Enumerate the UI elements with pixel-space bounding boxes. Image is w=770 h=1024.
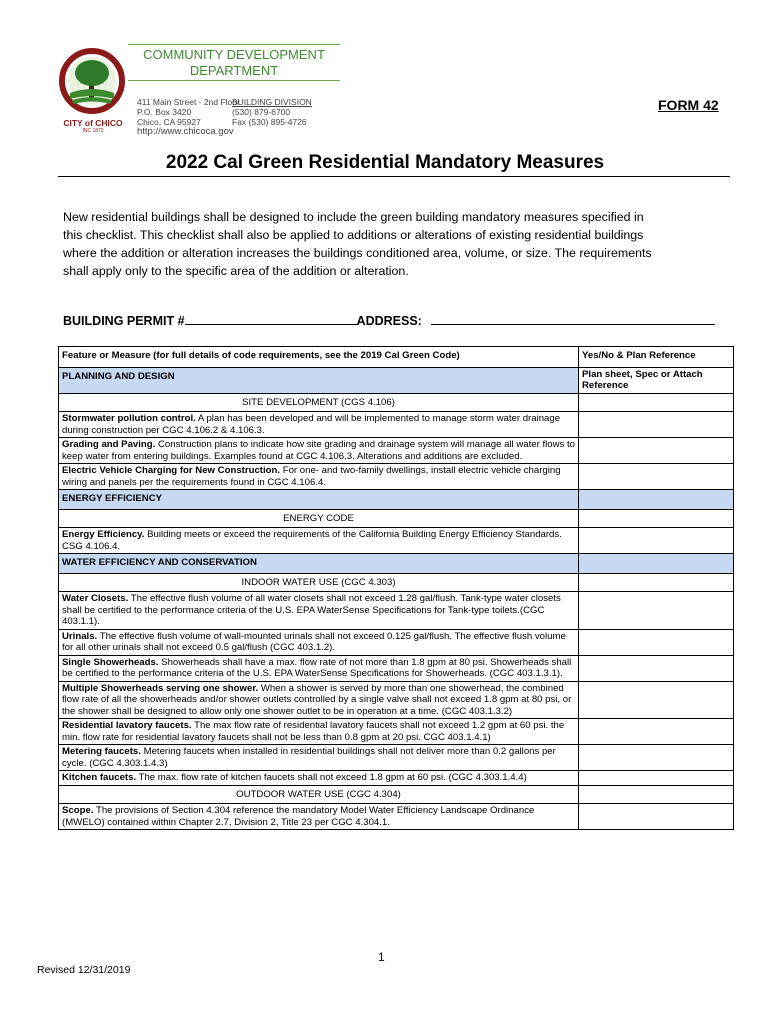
website-link[interactable]: http://www.chicoca.gov — [137, 126, 234, 137]
measure-row — [59, 464, 734, 490]
measure-cell — [59, 804, 579, 830]
measure-description: The effective flush volume of wall-mounted urinals shall not exceed 0.125 gal/flush. The effective flush volume for all other urinals shall not exceed 0.5 gal/flush (CGC 403.1.2). — [62, 630, 566, 653]
measure-row — [59, 804, 734, 830]
page-number: 1 — [378, 950, 385, 964]
address-field[interactable] — [431, 312, 715, 325]
measure-row — [59, 629, 734, 655]
measure-cell — [59, 412, 579, 438]
reference-cell[interactable] — [579, 438, 734, 464]
intro-paragraph: New residential buildings shall be designed to include the green building mandatory measures specified in this checklist. This checklist shall also be applied to additions or alterations of existing residential buildings where the addition or alteration increases the buildings conditioned area, volume, or size. The requirements shall apply only to the specific area of the addition or alteration. — [63, 210, 652, 278]
section-row — [59, 490, 734, 510]
measure-cell — [59, 681, 579, 719]
measure-title: Urinals. — [62, 630, 98, 642]
reference-column-header: Yes/No & Plan Reference — [579, 347, 734, 368]
division-contact: BUILDING DIVISION (530) 879-6700 Fax (530) 895-4726 — [232, 97, 312, 127]
subsection-title: OUTDOOR WATER USE (CGC 4.304) — [59, 785, 579, 804]
measure-description: Showerheads shall have a max. flow rate of not more than 1.8 gpm at 80 psi. Showerheads shall be certified to the performance criteria of the U.S. EPA WaterSense Specifications for Showerheads. (CGC 403.1.3.1). — [62, 656, 572, 679]
permit-line — [63, 312, 731, 328]
reference-cell[interactable] — [579, 592, 734, 630]
reference-cell[interactable] — [579, 771, 734, 786]
form-number: FORM 42 — [658, 97, 719, 113]
measure-description: A plan has been developed and will be implemented to manage storm water drainage during construction per CGC 4.106.2 & 4.106.3. — [62, 413, 561, 436]
feature-column-header: Feature or Measure (for full details of code requirements, see the 2019 Cal Green Code) — [59, 347, 579, 368]
measure-title: Grading and Paving. — [62, 439, 156, 450]
measure-cell — [59, 438, 579, 464]
section-row — [59, 554, 734, 574]
measure-row — [59, 528, 734, 554]
measure-row — [59, 681, 734, 719]
reference-cell[interactable] — [579, 785, 734, 804]
measure-cell — [59, 771, 579, 786]
measure-title: Residential lavatory faucets. — [62, 720, 192, 731]
measure-cell — [59, 745, 579, 771]
subsection-row — [59, 573, 734, 592]
measure-cell — [59, 592, 579, 630]
section-title: WATER EFFICIENCY AND CONSERVATION — [59, 554, 579, 574]
reference-cell[interactable] — [579, 629, 734, 655]
measure-row — [59, 771, 734, 786]
measure-row — [59, 655, 734, 681]
department-name: COMMUNITY DEVELOPMENT DEPARTMENT — [128, 44, 340, 81]
reference-cell[interactable] — [579, 528, 734, 554]
reference-cell[interactable] — [579, 509, 734, 528]
reference-cell[interactable] — [579, 804, 734, 830]
measure-row — [59, 438, 734, 464]
page-title: 2022 Cal Green Residential Mandatory Measures — [165, 152, 605, 173]
measure-title: Metering faucets. — [62, 746, 141, 757]
measure-description: The effective flush volume of all water closets shall not exceed 1.28 gal/flush. Tank-type water closets shall be certified to the performance criteria of the U.S. EPA WaterSense Specifications for Tank-type toilets.(CGC 403.1.1). — [62, 593, 561, 627]
measure-description: Metering faucets when installed in residential buildings shall not deliver more than 0.2 gallons per cycle. (CGC 4.303.1.4.3) — [62, 746, 556, 769]
revised-date: Revised 12/31/2019 — [37, 964, 131, 976]
reference-cell[interactable] — [579, 719, 734, 745]
subsection-title: SITE DEVELOPMENT (CGS 4.106) — [59, 393, 579, 412]
section-row — [59, 367, 734, 393]
measure-title: Scope. — [62, 805, 94, 816]
measure-cell — [59, 719, 579, 745]
address-label: ADDRESS: — [356, 314, 422, 328]
measure-description: Construction plans to indicate how site grading and drainage system will manage all water flows to keep water from entering buildings. Examples found at CGC 4.106.3. Alterations and additions are excluded. — [62, 439, 575, 462]
reference-cell[interactable] — [579, 681, 734, 719]
reference-cell[interactable] — [579, 490, 734, 510]
mailing-address: 411 Main Street - 2nd Floor P.O. Box 3420 Chico, CA 95927 http://www.chicoca.gov — [137, 97, 240, 137]
subsection-row — [59, 393, 734, 412]
reference-cell[interactable] — [579, 554, 734, 574]
section-title: PLANNING AND DESIGN — [59, 367, 579, 393]
measure-title: Single Showerheads. — [62, 656, 159, 668]
measure-title: Kitchen faucets. — [62, 772, 137, 783]
measure-cell — [59, 629, 579, 655]
measure-title: Energy Efficiency. — [62, 529, 145, 540]
subsection-title: ENERGY CODE — [59, 509, 579, 528]
reference-cell[interactable] — [579, 573, 734, 592]
subsection-title: INDOOR WATER USE (CGC 4.303) — [59, 573, 579, 592]
building-permit-label: BUILDING PERMIT # — [63, 314, 185, 328]
measure-row — [59, 745, 734, 771]
building-permit-field[interactable] — [185, 312, 357, 325]
measure-cell — [59, 528, 579, 554]
reference-cell[interactable] — [579, 745, 734, 771]
reference-cell[interactable] — [579, 464, 734, 490]
measure-description: The max. flow rate of kitchen faucets shall not exceed 1.8 gpm at 60 psi. (CGC 4.303.1.4.4) — [138, 772, 527, 783]
reference-cell[interactable] — [579, 412, 734, 438]
subsection-row — [59, 509, 734, 528]
reference-cell[interactable] — [579, 393, 734, 412]
measure-description: The provisions of Section 4.304 reference the mandatory Model Water Efficiency Landscape Ordinance (MWELO) contained within Chapter 2.7, Division 2, Title 23 per CGC 4.304.1. — [62, 805, 535, 828]
measure-cell — [59, 464, 579, 490]
measure-description: The max flow rate of residential lavatory faucets shall not exceed 1.2 gpm at 60 psi. the min. flow rate for residential lavatory faucets shall not be less than 0.8 gpm at 20 psi. CGC 403.1.4.1) — [62, 720, 565, 743]
section-title: ENERGY EFFICIENCY — [59, 490, 579, 510]
logo-city-text: CITY of CHICO — [63, 118, 123, 128]
title-rule — [58, 176, 730, 177]
measures-table — [58, 346, 734, 830]
measure-row — [59, 719, 734, 745]
reference-cell[interactable] — [579, 655, 734, 681]
measure-description: When a shower is served by more than one showerhead, the combined flow rate of all the showerheads and/or shower outlets controlled by a single valve shall not exceed 1.8 gpm at 80 psi, or the shower shall be designed to allow only one shower outlet to be in operation at a time. (CGC 403.1.3.2) — [62, 682, 572, 717]
measure-description: Building meets or exceed the requirements of the California Building Energy Efficiency Standards. CSG 4.106.4. — [62, 529, 562, 552]
measure-row — [59, 412, 734, 438]
reference-cell[interactable]: Plan sheet, Spec or Attach Reference — [579, 367, 734, 393]
measure-title: Multiple Showerheads serving one shower. — [62, 682, 259, 694]
measure-description: For one- and two-family dwellings, install electric vehicle charging wiring and panels per the requirements found in CGC 4.106.4. — [62, 465, 561, 488]
measure-title: Electric Vehicle Charging for New Construction. — [62, 465, 281, 476]
measure-title: Stormwater pollution control. — [62, 413, 196, 424]
measure-title: Water Closets. — [62, 593, 129, 604]
subsection-row — [59, 785, 734, 804]
logo-year-text: INC 1872 — [82, 128, 104, 134]
measure-cell — [59, 655, 579, 681]
table-header-row — [59, 347, 734, 368]
measure-row — [59, 592, 734, 630]
